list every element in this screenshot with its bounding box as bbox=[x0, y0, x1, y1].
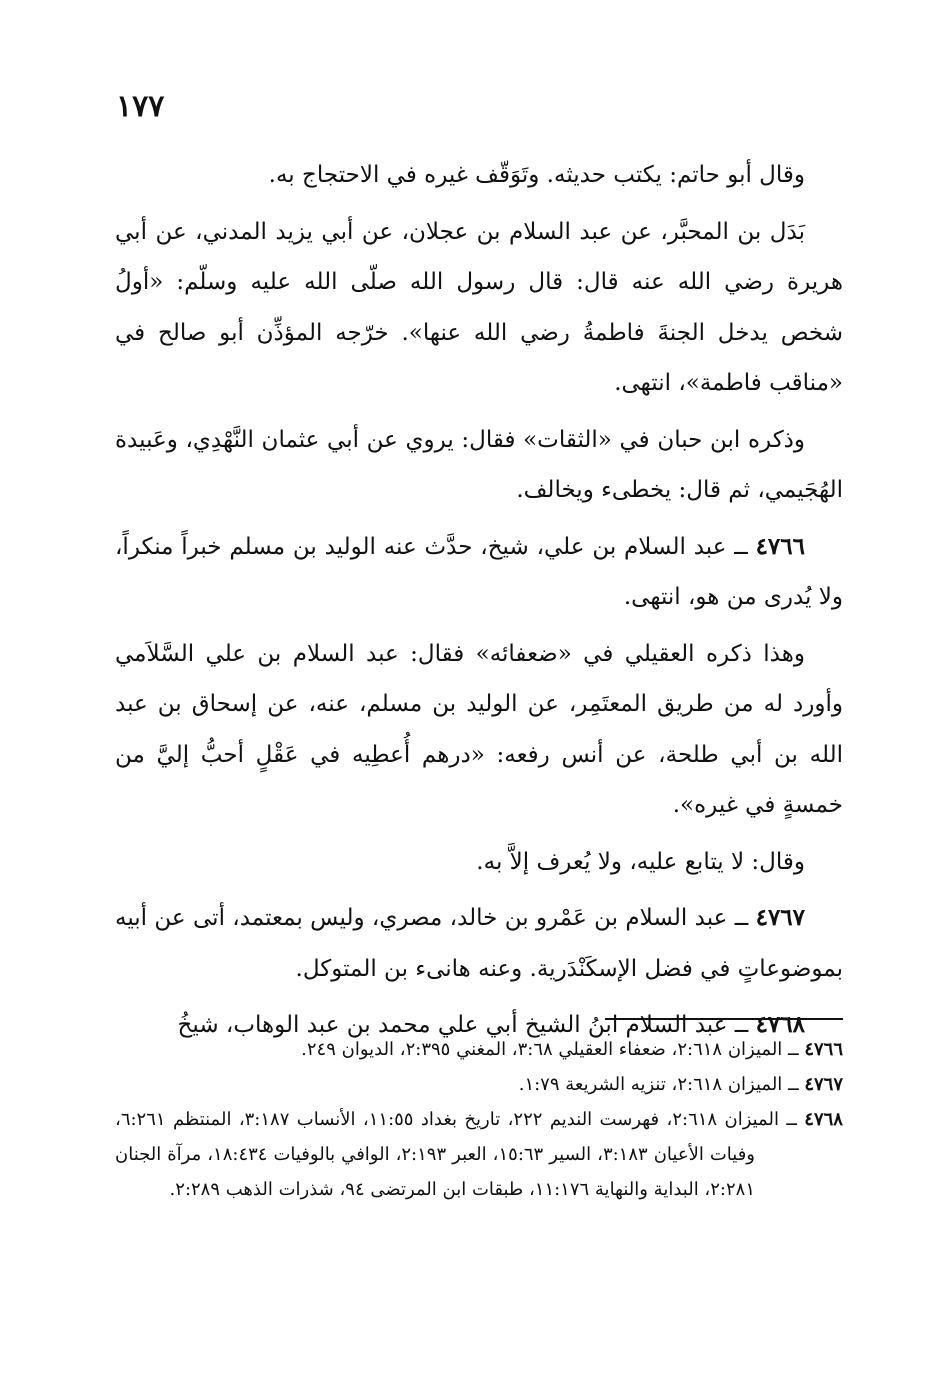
footnote-text: الميزان ٢:٦١٨، تنزيه الشريعة ١:٧٩. bbox=[518, 1074, 783, 1095]
entry-text: عبد السلام ابنُ الشيخ أبي علي محمد بن عبد الوهاب، شيخُ bbox=[177, 1012, 728, 1038]
footnote-4766 bbox=[115, 1032, 843, 1067]
footnote-4768 bbox=[115, 1102, 843, 1207]
footnote-4767 bbox=[115, 1067, 843, 1102]
entry-number: ٤٧٦٨ bbox=[755, 1011, 805, 1038]
footnotes bbox=[115, 1032, 843, 1207]
footnote-number: ٤٧٦٨ bbox=[804, 1109, 843, 1130]
paragraph-ibn-hibban: وذكره ابن حبان في «الثقات» فقال: يروي عن أبي عثمان النَّهْدِي، وعَبيدة الهُجَيمي، ثم قال: يخطىء ويخالف. bbox=[115, 426, 843, 503]
footnote-divider bbox=[605, 1018, 843, 1020]
entry-dash: ــ bbox=[734, 1012, 749, 1038]
footnote-number: ٤٧٦٧ bbox=[804, 1074, 843, 1095]
paragraph-uqayli: وهذا ذكره العقيلي في «ضعفائه» فقال: عبد السلام بن علي السَّلاَمي وأورد له من طريق المعتَمِر، عن الوليد بن مسلم، عنه، عن إسحاق بن عبد الله بن أبي طلحة، عن أنس رفعه: «درهم أُعطِيه في عَقْلٍ أحبُّ إليَّ من خمسةٍ في غيره». bbox=[115, 640, 843, 818]
entry-text: عبد السلام بن عَمْرو بن خالد، مصري، وليس بمعتمد، أتى عن أبيه بموضوعاتٍ في فضل الإسكَنْدَرية. وعنه هانىء بن المتوكل. bbox=[115, 905, 843, 982]
paragraph-la-yutabi: وقال: لا يتابع عليه، ولا يُعرف إلاَّ به. bbox=[476, 848, 805, 875]
footnote-number: ٤٧٦٦ bbox=[804, 1039, 843, 1060]
footnote-dash: ــ bbox=[788, 1039, 799, 1060]
footnote-dash: ــ bbox=[788, 1074, 799, 1095]
paragraph-badal-hadith: بَدَل بن المحبَّر، عن عبد السلام بن عجلان، عن أبي يزيد المدني، عن أبي هريرة رضي الله عنه قال: قال رسول الله صلّى الله عليه وسلّم: «أولُ شخص يدخل الجنةَ فاطمةُ رضي الله عنها». خرّجه المؤذِّن أبو صالح في «مناقب فاطمة»، انتهى. bbox=[115, 218, 843, 396]
footnote-text: الميزان ٢:٦١٨، ضعفاء العقيلي ٣:٦٨، المغني ٢:٣٩٥، الديوان ٢٤٩. bbox=[301, 1039, 783, 1060]
paragraph-abu-hatim: وقال أبو حاتم: يكتب حديثه. وتَوَقّف غيره في الاحتجاج به. bbox=[268, 162, 805, 188]
footnote-text: الميزان ٢:٦١٨، فهرست النديم ٢٢٢، تاريخ بغداد ١١:٥٥، الأنساب ٣:١٨٧، المنتظم ٦:٢٦١، وفيات الأعيان ٣:١٨٣، السير ١٥:٦٣، العبر ٢:١٩٣، الوافي بالوفيات ١٨:٤٣٤، مرآة الجنان ٢:٢٨١، البداية والنهاية ١١:١٧٦، طبقات ابن المرتضى ٩٤، شذرات الذهب ٢:٢٨٩. bbox=[115, 1109, 779, 1200]
entry-number: ٤٧٦٧ bbox=[755, 904, 806, 931]
entry-dash: ــ bbox=[734, 905, 749, 931]
entry-number: ٤٧٦٦ bbox=[755, 532, 805, 560]
entry-4766 bbox=[115, 522, 843, 623]
footnote-dash: ــ bbox=[786, 1109, 797, 1130]
main-text bbox=[115, 150, 843, 1057]
entry-4767 bbox=[115, 893, 843, 994]
page-number: ١٧٧ bbox=[116, 89, 165, 124]
entry-dash: ــ bbox=[734, 533, 748, 560]
entry-text: عبد السلام بن علي، شيخ، حدَّث عنه الوليد بن مسلم خبراً منكراً، ولا يُدرى من هو، انتهى. bbox=[115, 533, 843, 610]
